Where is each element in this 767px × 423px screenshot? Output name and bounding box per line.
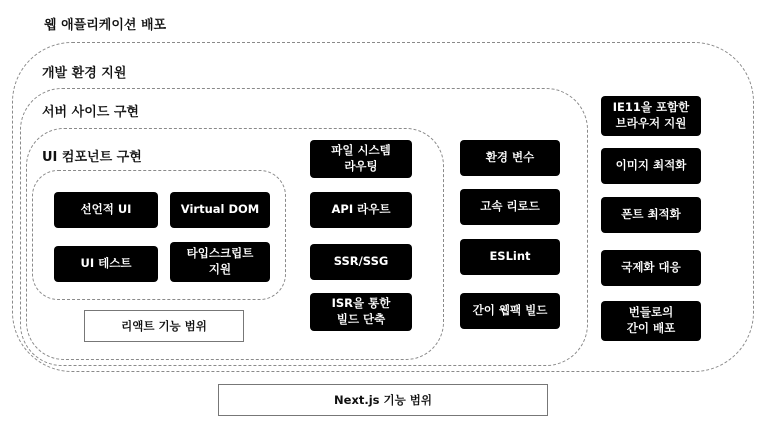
env-var-box: 환경 변수: [460, 140, 560, 176]
filesystem-routing-box: 파일 시스템 라우팅: [310, 140, 412, 178]
eslint-box: ESLint: [460, 239, 560, 275]
isr-box: ISR을 통한 빌드 단축: [310, 293, 412, 331]
image-optimization-box: 이미지 최적화: [601, 148, 701, 184]
api-route-box: API 라우트: [310, 192, 412, 228]
ui-component-title: UI 컴포넌트 구현: [42, 150, 142, 165]
dev-env-title: 개발 환경 지원: [42, 66, 127, 81]
fast-reload-box: 고속 리로드: [460, 189, 560, 225]
nextjs-scope-label: Next.js 기능 범위: [218, 384, 548, 416]
webpack-build-box: 간이 웹팩 빌드: [460, 293, 560, 329]
virtual-dom-box: Virtual DOM: [170, 192, 270, 228]
server-title: 서버 사이드 구현: [42, 105, 139, 120]
font-optimization-box: 폰트 최적화: [601, 197, 701, 233]
page-title: 웹 애플리케이션 배포: [44, 18, 167, 33]
i18n-box: 국제화 대응: [601, 250, 701, 286]
ui-test-box: UI 테스트: [54, 246, 158, 282]
declarative-ui-box: 선언적 UI: [54, 192, 158, 228]
ssr-ssg-box: SSR/SSG: [310, 244, 412, 280]
browser-support-box: IE11을 포함한 브라우저 지원: [601, 96, 701, 136]
react-scope-label: 리액트 기능 범위: [84, 310, 244, 342]
bundle-deploy-box: 번들로의 간이 배포: [601, 301, 701, 341]
typescript-support-box: 타입스크립트 지원: [170, 242, 270, 282]
